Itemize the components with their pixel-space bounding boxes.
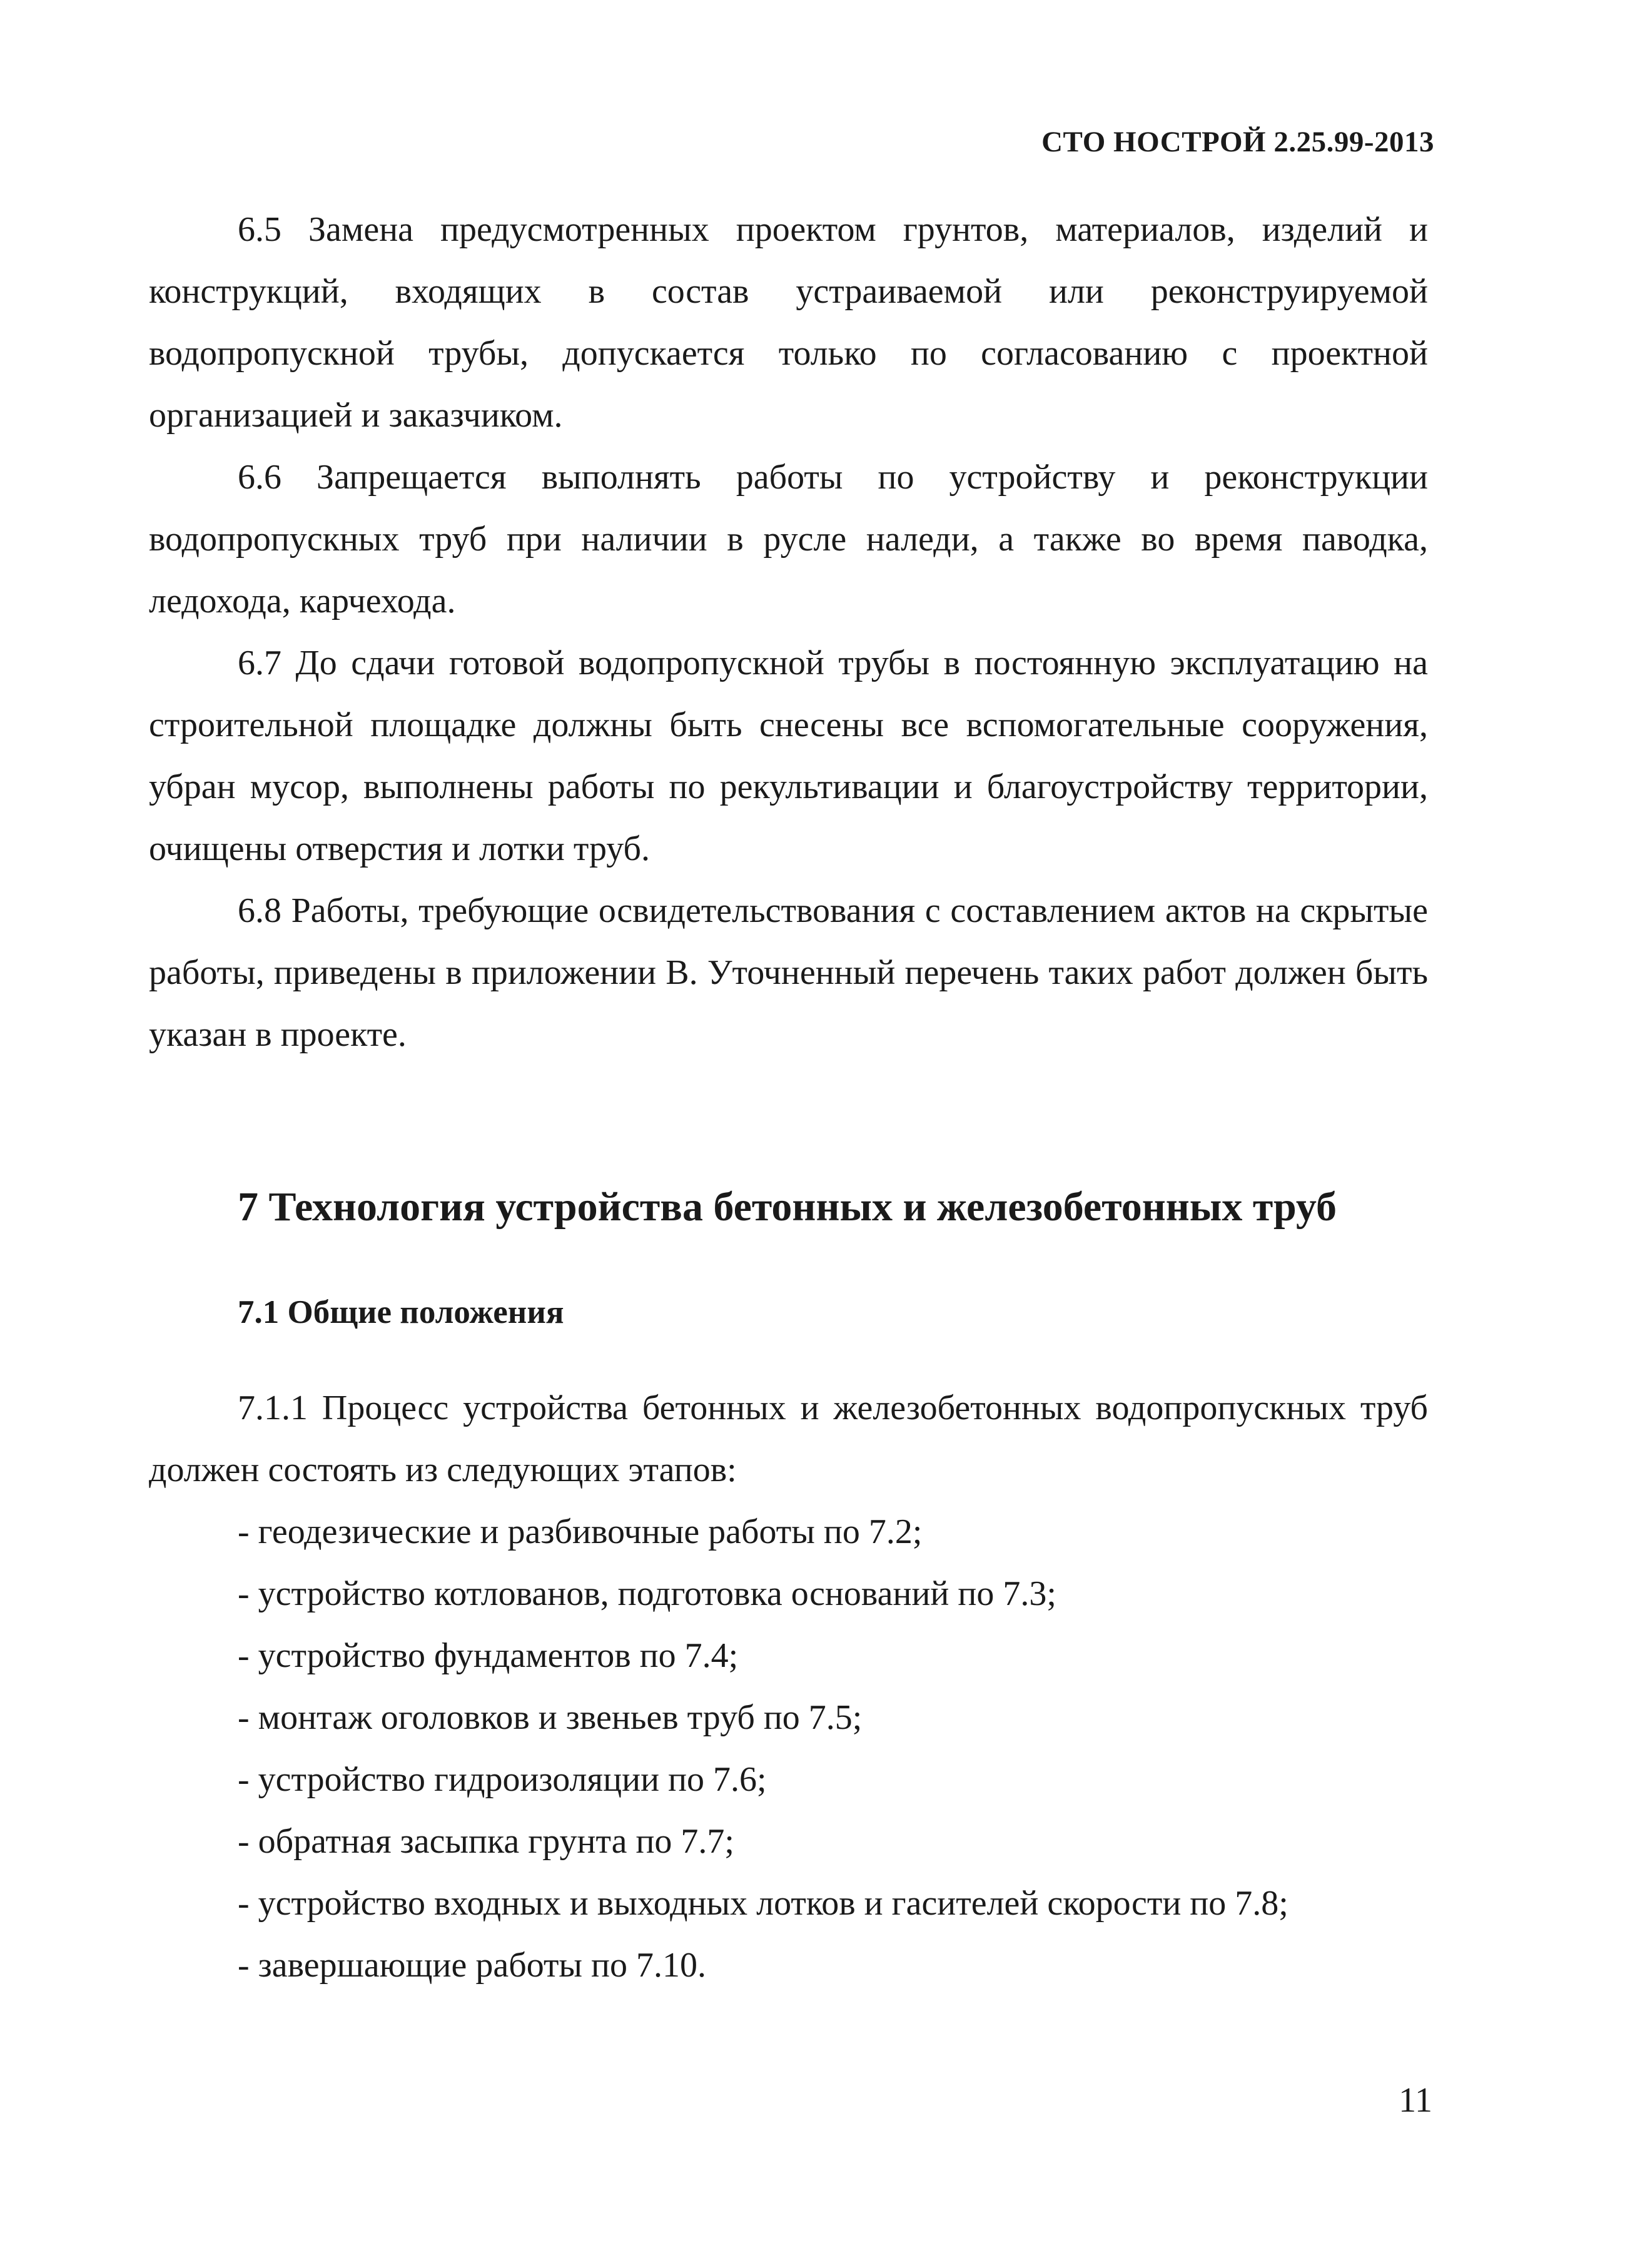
subsection-7-1-heading: 7.1 Общие положения xyxy=(238,1294,564,1330)
list-item: - монтаж оголовков и звеньев труб по 7.5; xyxy=(238,1698,863,1737)
list-item: - обратная засыпка грунта по 7.7; xyxy=(238,1822,734,1861)
list-item: - устройство входных и выходных лотков и гасителей скорости по 7.8; xyxy=(238,1884,1288,1923)
list-item: - устройство котлованов, подготовка оснований по 7.3; xyxy=(238,1574,1056,1613)
paragraph-6-8: 6.8 Работы, требующие освидетельствования с составлением актов на скрытые работы, приведены в приложении В. Уточненный перечень таких работ должен быть указан в проекте. xyxy=(149,891,1428,1054)
list-item: - устройство фундаментов по 7.4; xyxy=(238,1636,739,1675)
page-number: 11 xyxy=(1399,2081,1432,2120)
section-7-heading: 7 Технология устройства бетонных и железобетонных труб xyxy=(238,1184,1337,1230)
document-code-header: СТО НОСТРОЙ 2.25.99-2013 xyxy=(1041,126,1434,158)
spacer xyxy=(149,1066,1428,1176)
paragraph-6-7: 6.7 До сдачи готовой водопропускной трубы в постоянную эксплуатацию на строительной площадке должны быть снесены все вспомогательные сооружения, убран мусор, выполнены работы по рекультивации и благоустройству территории, очищены отверстия и лотки труб. xyxy=(149,644,1428,868)
page-content xyxy=(149,199,1428,1997)
list-item: - геодезические и разбивочные работы по 7.2; xyxy=(238,1512,923,1551)
paragraph-6-5: 6.5 Замена предусмотренных проектом грунтов, материалов, изделий и конструкций, входящих в состав устраиваемой или реконструируемой водопропускной трубы, допускается только по согласованию с проектной организацией и заказчиком. xyxy=(149,210,1428,435)
paragraph-6-6: 6.6 Запрещается выполнять работы по устройству и реконструкции водопропускных труб при наличии в русле наледи, а также во время паводка, ледохода, карчехода. xyxy=(149,458,1428,620)
list-item: - устройство гидроизоляции по 7.6; xyxy=(238,1760,767,1799)
spacer xyxy=(149,1238,1428,1282)
list-item: - завершающие работы по 7.10. xyxy=(238,1946,707,1985)
paragraph-7-1-1: 7.1.1 Процесс устройства бетонных и железобетонных водопропускных труб должен состоять из следующих этапов: xyxy=(149,1389,1428,1489)
spacer xyxy=(149,1344,1428,1377)
